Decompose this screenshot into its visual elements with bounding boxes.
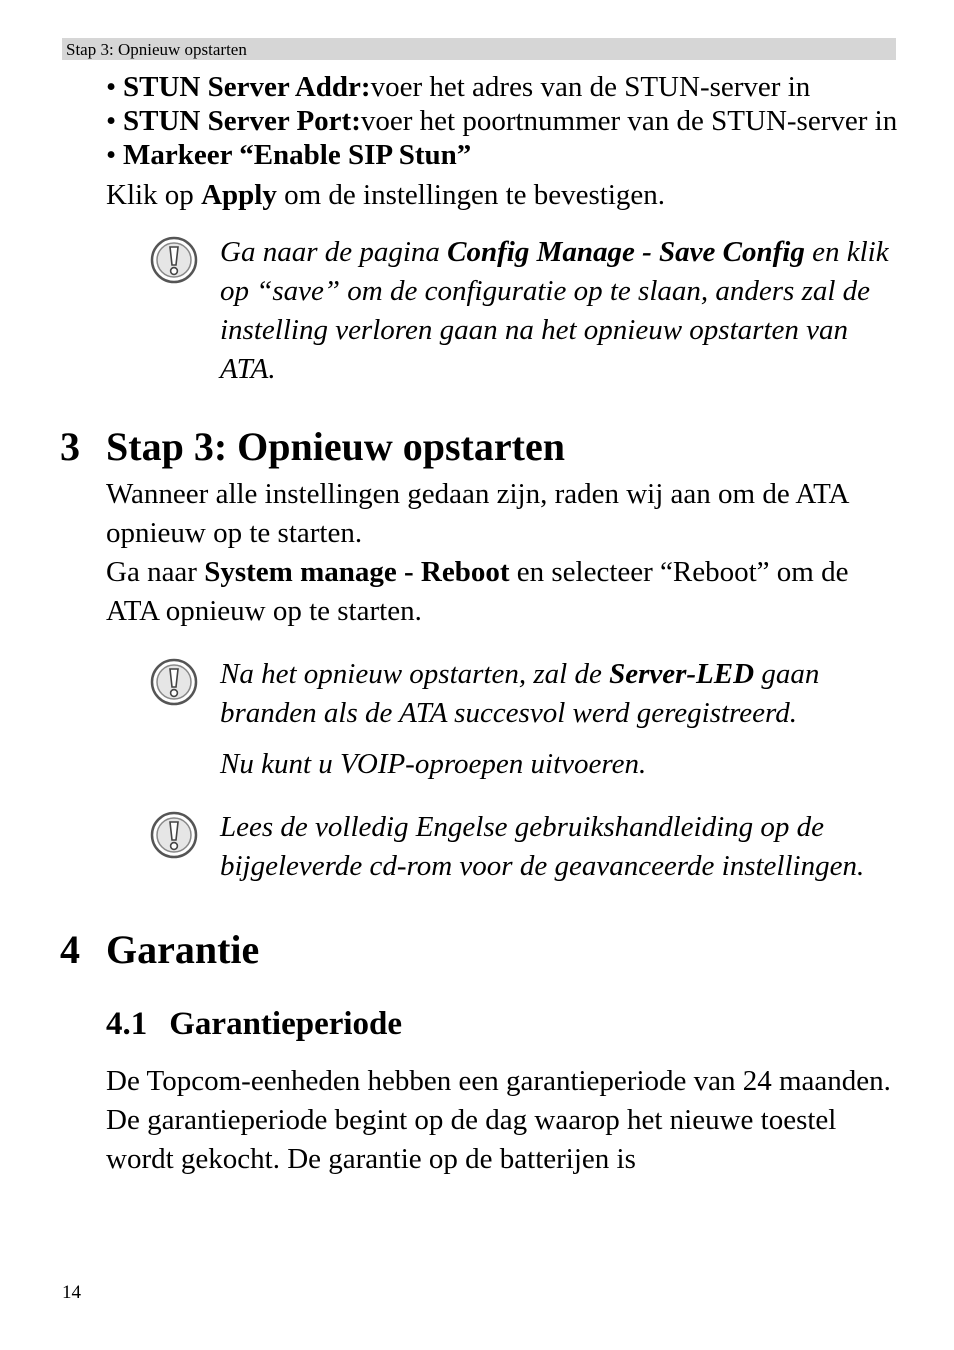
section-heading-4	[60, 926, 906, 974]
section-number: 3	[60, 424, 80, 469]
apply-text-pre: Klik op	[106, 179, 202, 211]
list-item-label: STUN Server Port:	[123, 105, 361, 137]
page-number: 14	[62, 1282, 81, 1303]
apply-text-post: om de instellingen te bevestigen.	[276, 179, 666, 211]
exclamation-icon	[150, 811, 198, 859]
note-text-line2: Nu kunt u VOIP-oproepen uitvoeren.	[220, 748, 647, 780]
exclamation-icon	[150, 658, 198, 706]
page-content	[60, 70, 906, 1179]
section-title: Garantie	[106, 927, 260, 972]
apply-paragraph	[106, 176, 906, 215]
list-item-label: STUN Server Addr:	[123, 71, 371, 103]
list-item-text: voer het poortnummer van de STUN-server in	[360, 105, 898, 137]
subsection-number: 4.1	[106, 1006, 148, 1042]
section-title: Stap 3: Opnieuw opstarten	[106, 424, 565, 469]
warranty-paragraph: De Topcom-eenheden hebben een garantieperiode van 24 maanden. De garantieperiode begint op de dag waarop het nieuwe toestel wordt gekocht. De garantie op de batterijen is	[106, 1065, 891, 1175]
stun-settings-list	[106, 70, 906, 172]
list-item-text: voer het adres van de STUN-server in	[370, 71, 811, 103]
list-item	[106, 104, 906, 138]
reboot-text-pre: Ga naar	[106, 556, 205, 588]
note-text-post: gaan branden als de ATA succesvol werd geregistreerd.	[220, 658, 820, 729]
subsection-heading-4-1	[106, 1004, 906, 1044]
reboot-intro-paragraph: Wanneer alle instellingen gedaan zijn, raden wij aan om de ATA opnieuw op te starten.	[106, 478, 848, 549]
exclamation-icon	[150, 236, 198, 284]
note-text	[220, 655, 906, 733]
note-text-post: en klik op “save” om de configuratie op te slaan, anders zal de instelling verloren gaan na het opnieuw opstarten van ATA.	[220, 236, 889, 385]
note-save-config	[150, 233, 906, 389]
reboot-instruction-paragraph	[106, 553, 906, 631]
note-text: Lees de volledig Engelse gebruikshandleiding op de bijgeleverde cd-rom voor de geavanceerde instellingen.	[220, 811, 865, 882]
note-server-led	[150, 655, 906, 784]
apply-text-bold: Apply	[201, 179, 277, 211]
running-header	[62, 38, 896, 60]
reboot-text-bold: System manage - Reboot	[204, 556, 510, 588]
note-text-bold: Config Manage - Save Config	[447, 236, 805, 268]
list-item	[106, 138, 906, 172]
subsection-title: Garantieperiode	[169, 1006, 403, 1042]
note-manual	[150, 808, 906, 886]
section-number: 4	[60, 927, 80, 972]
note-text-bold: Server-LED	[609, 658, 755, 690]
section-heading-3	[60, 423, 906, 471]
note-text-pre: Na het opnieuw opstarten, zal de	[220, 658, 610, 690]
list-item	[106, 70, 906, 104]
reboot-text-post: en selecteer “Reboot” om de ATA opnieuw op te starten.	[106, 556, 849, 627]
list-item-label: Markeer “Enable SIP Stun”	[123, 139, 472, 171]
note-text-pre: Ga naar de pagina	[220, 236, 448, 268]
note-text	[220, 233, 906, 389]
running-header-title: Stap 3: Opnieuw opstarten	[66, 40, 247, 59]
